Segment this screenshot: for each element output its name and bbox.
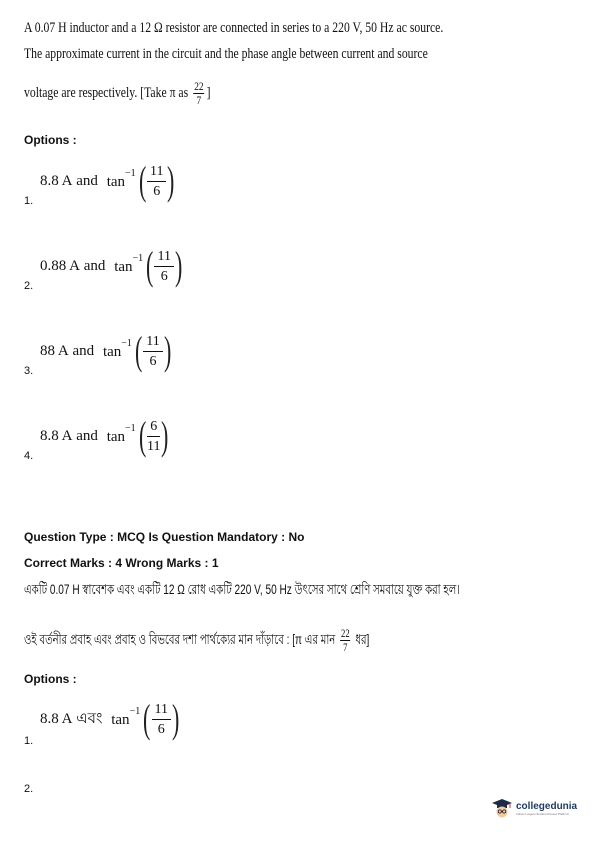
option-bn-1-fraction: $\frac{11}{6}$ [152,702,171,737]
option-3-expression: 88 A and $\tan^{-1}$ ( $\frac{11}{6}$ ) [40,328,172,373]
option-1-number: 1. [24,195,34,207]
option-bn-2-number: 2. [24,783,34,795]
option-1-fraction: $\frac{11}{6}$ [147,164,166,199]
option-4-number: 4. [24,450,34,462]
question-line-3 [24,80,263,107]
pi-fraction: $\frac{22}{7}$ [194,79,204,107]
question-line-2: The approximate current in the circuit and the phase angle between current and source [24,46,428,62]
option-4-fraction: $\frac{6}{11}$ [146,418,161,454]
question-bn-line-1: একটি 0.07 H স্বাবেশক এবং একটি 12 Ω রোধ একটি 220 V, 50 Hz উৎসের সাথে শ্রেণি সমবায়ে যুক্ত করা হল। [24,581,460,597]
option-bn-1-expression: 8.8 A এবং $\tan^{-1}$ ( $\frac{11}{6}$ ) [40,696,180,741]
pi-fraction-bn: $\frac{22}{7}$ [341,626,350,654]
option-4-expression: 8.8 A and $\tan^{-1}$ ( $\frac{6}{11}$ ) [40,413,169,458]
option-2-expression: 0.88 A and $\tan^{-1}$ ( $\frac{11}{6}$ ) [40,243,183,288]
question-line-1: A 0.07 H inductor and a 12 Ω resistor are connected in series to a 220 V, 50 Hz ac source. [24,20,444,36]
option-1-expression: 8.8 A and $\tan^{-1}$ ( $\frac{11}{6}$ ) [40,158,175,203]
options-label-bn: Options : [24,672,77,686]
options-label: Options : [24,133,77,147]
logo-name: collegedunia [516,800,578,812]
option-3-fraction: $\frac{11}{6}$ [143,334,162,369]
marks-meta: Correct Marks : 4 Wrong Marks : 1 [24,556,219,570]
option-2-fraction: $\frac{11}{6}$ [154,249,173,284]
question-type-meta: Question Type : MCQ Is Question Mandatory : No [24,530,305,544]
question-bn-line-2-text: ওই বর্তনীর প্রবাহ এবং প্রবাহ ও বিভবের দশা পার্থক্যের মান দাঁড়াবে : [π এর মান $\frac{22}{7}$ ধর] [24,626,370,654]
question-line-3-text: voltage are respectively. [Take π as $\frac{22}{7}$ ] [24,79,211,107]
collegedunia-logo [491,797,577,819]
graduate-cap-icon [491,797,513,819]
option-2-number: 2. [24,280,34,292]
option-bn-1-number: 1. [24,735,34,747]
logo-tagline: India's Largest Student Review Platform [516,811,570,816]
option-3-number: 3. [24,365,34,377]
question-bn-line-2 [24,627,504,654]
